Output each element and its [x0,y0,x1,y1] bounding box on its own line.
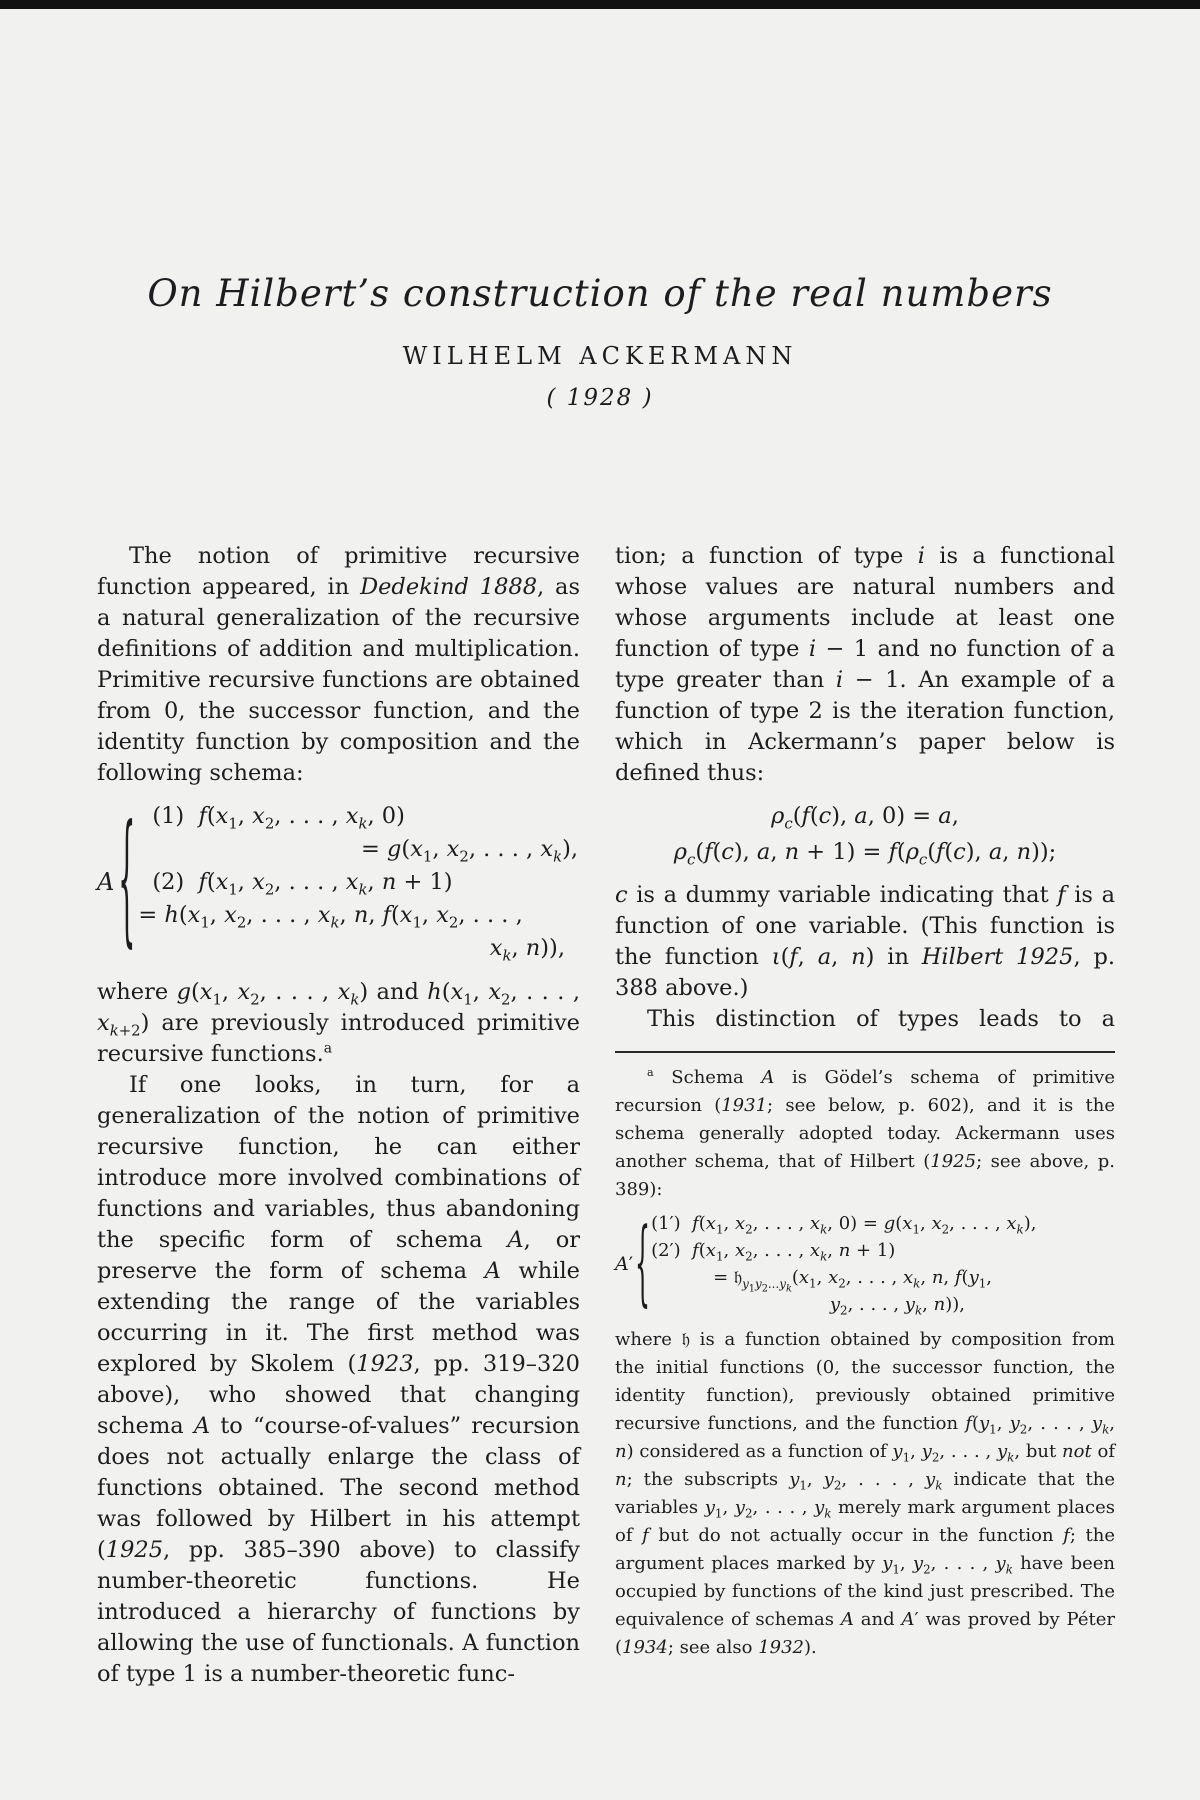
two-column-text-block [97,541,1115,1690]
footnote-paragraph-schema: $^a$ Schema A is Gödel’s schema of primitive recursion (1931; see below, p. 602), and it is the schema generally adopted today. Ackermann uses another schema, that of Hilbert (1925; see above, p. 389): [615,1066,1116,1200]
page-header [0,272,1200,411]
equation-line: $\rho_c(f(c)$, a, 0) = a, [771,803,959,833]
equation-line: (2′) $f(x_1$, $x_2$, . . . , $x_k$, n + 1) [651,1240,896,1264]
paragraph-where: where $g(x_1$, $x_2$, . . . , $x_k$) and $h(x_1$, $x_2$, . . . , $x_{k+2}$) are previously introduced primitive recursive functions.$^a$ [97,979,580,1067]
schema-a [97,796,580,965]
paragraph-types: tion; a function of type i is a functional whose values are natural numbers and whose arguments include at least one function of type i − 1 and no function of a type greater than i − 1. An example of a function of type 2 is the iteration function, which in Ackermann’s paper below is defined thus: [615,543,1115,786]
equation-line: (2) $f(x_1$, $x_2$, . . . , $x_k$, n + 1) [152,869,453,899]
publication-year: ( 1928 ) [546,385,654,411]
paragraph-dummy-variable: c is a dummy variable indicating that f is a function of one variable. (This function is the function ι(f, a, n) in Hilbert 1925, p. 388 above.) [615,882,1116,1001]
equation-line: $y_2$, . . . , $y_k$, n)), [829,1294,965,1318]
right-column [615,541,1115,1690]
paragraph-intro: The notion of primitive recursive function appeared, in Dedekind 1888, as a natural generalization of the recursive definitions of addition and multiplication. Primitive recursive functions are obtained from 0, the successor function, and the identity function by composition and the following schema: [97,543,581,786]
page-title: On Hilbert’s construction of the real numbers [147,272,1053,315]
left-brace-icon: { [117,796,135,965]
equation-line: (1) $f(x_1$, $x_2$, . . . , $x_k$, 0) [152,803,405,833]
equation-line: = $𝔥_{y_1y_2...y_k}(x_1$, $x_2$, . . . , $x_k$, n, $f(y_1$, [713,1267,993,1294]
schema-a-prime-label: A′ [615,1252,634,1275]
footnote [615,1064,1115,1662]
schema-a-label: A [97,868,115,896]
paragraph-methods: If one looks, in turn, for a generalization of the notion of primitive recursive function, he can either introduce more involved combinations of functions and variables, thus abandoning the specific form of schema A, or preserve the form of schema A while extending the range of the variables occurring in it. The first method was explored by Skolem (1923, pp. 319–320 above), who showed that changing schema A to “course-of-values” recursion does not actually enlarge the class of functions obtained. The second method was followed by Hilbert in his attempt (1925, pp. 385–390 above) to classify number-theoretic functions. He introduced a hierarchy of functions by allowing the use of functionals. A function of type 1 is a number-theoretic func- [97,1072,580,1687]
equation-line: (1′) $f(x_1$, $x_2$, . . . , $x_k$, $0) = g(x_1$, $x_2$, . . . , $x_k$), [651,1213,1037,1237]
paragraph-distinction: This distinction of types leads to a [647,1006,1115,1032]
equation-line: = $h(x_1$, $x_2$, . . . , $x_k$, n, $f(x_1$, $x_2$, . . . , [138,902,523,932]
equation-line: $\rho_c(f(c)$, a, $n + 1) = f(\rho_c(f(c)$, a, n)); [673,839,1057,869]
scan-top-edge [0,0,1200,9]
equation-line: $x_k$, n)), [489,935,565,965]
footnote-separator-rule [615,1051,1115,1053]
schema-a-prime-equations [651,1210,1115,1318]
iteration-function-equations [615,798,1115,870]
left-column [97,541,580,1690]
left-brace-icon: { [634,1209,650,1319]
schema-a-prime [615,1210,1115,1318]
footnote-paragraph-where: where 𝔥 is a function obtained by composition from the initial functions (0, the successor function, the identity function), previously obtained primitive recursive functions, and the function $f(y_1$, $y_2$, . . . , $y_k$, n) considered as a function of $y_1$, $y_2$, . . . , $y_k$, but not of n; the subscripts $y_1$, $y_2$, . . . , $y_k$ indicate that the variables $y_1$, $y_2$, . . . , $y_k$ merely mark argument places of f but do not actually occur in the function f; the argument places marked by $y_1$, $y_2$, . . . , $y_k$ have been occupied by functions of the kind just prescribed. The equivalence of schemas A and A′ was proved by Péter (1934; see also 1932). [615,1329,1116,1658]
equation-line: = $g(x_1$, $x_2$, . . . , $x_k$), [361,836,578,866]
schema-a-equations [138,800,580,965]
author-name: WILHELM ACKERMANN [402,342,798,370]
